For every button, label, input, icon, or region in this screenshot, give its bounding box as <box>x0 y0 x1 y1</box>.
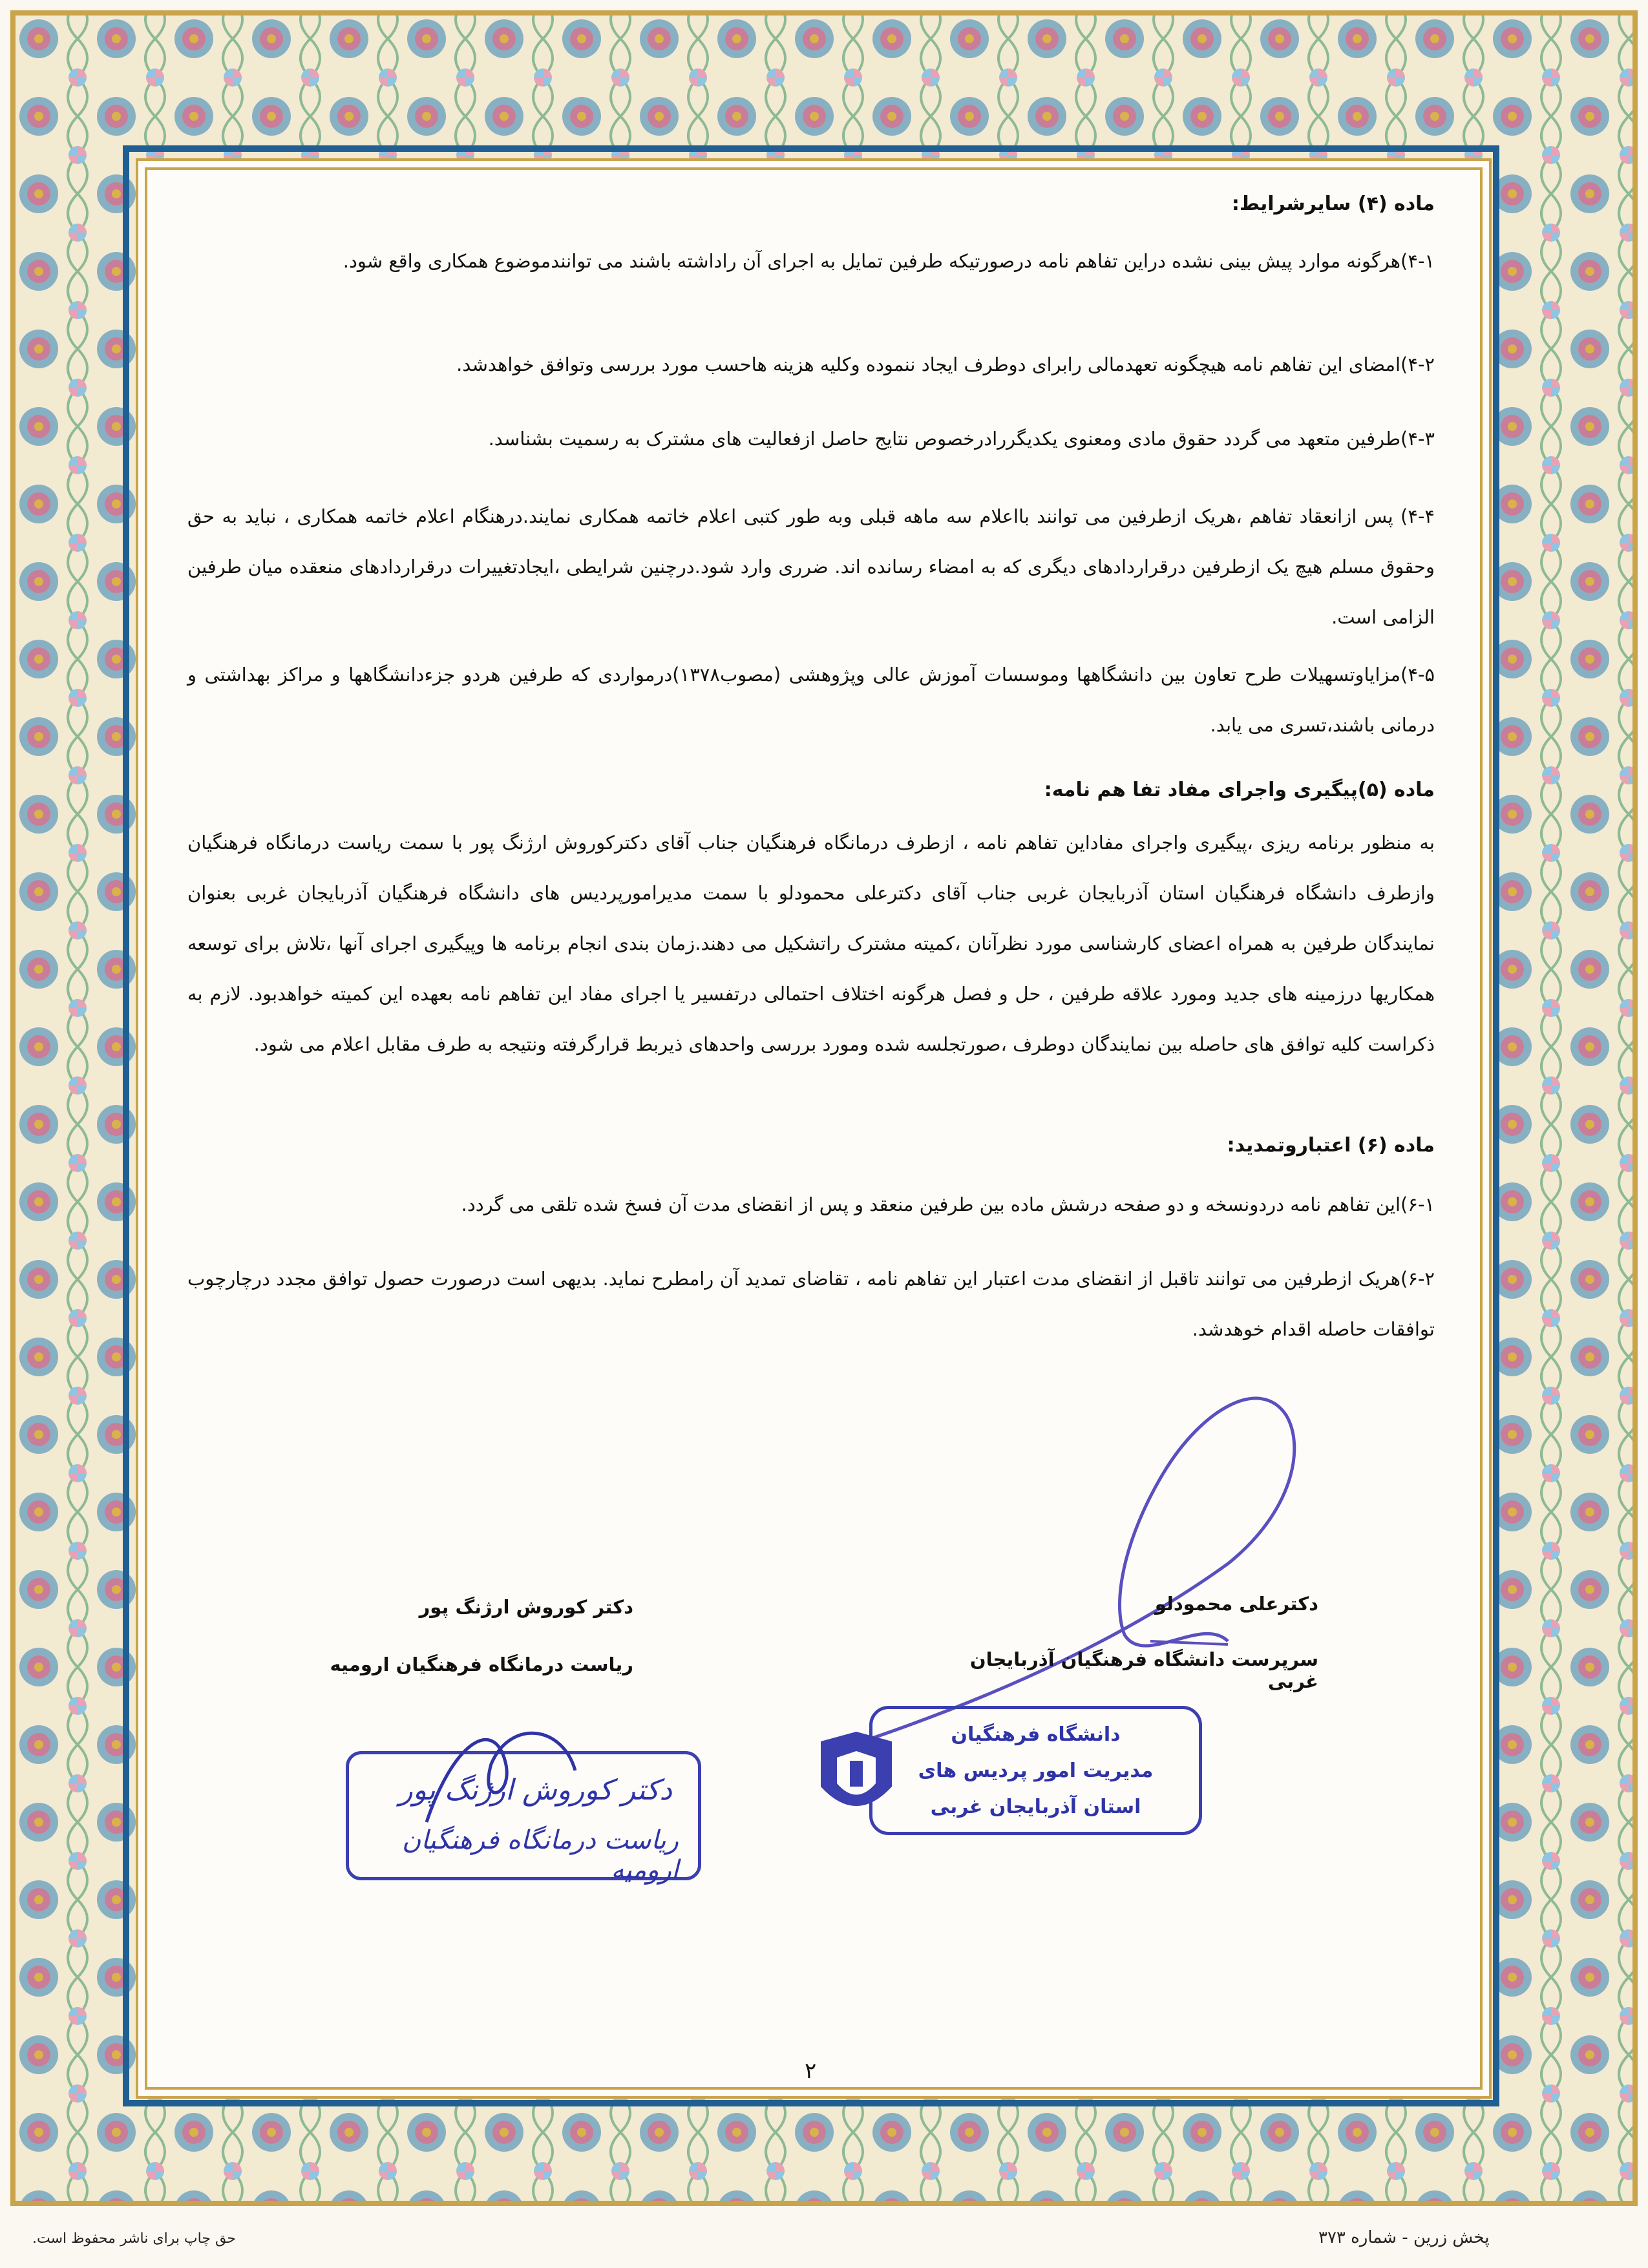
article4-clause4: ۴-۴) پس ازانعقاد تفاهم ،هریک ازطرفین می توانند بااعلام سه ماهه قبلی وبه طور کتبی اعلام خاتمه همکاری نمایند.درهنگام اعلام خاتمه همکاری ، نباید به حق وحقوق مسلم هیچ یک ازطرفین درقراردادهای دیگری که به امضاء رسانده اند. ضرری وارد شود.درچنین شرایطی ،ایجادتغییرات درقراردادهای منعقده میان طرفین الزامی است. <box>187 505 1435 628</box>
stamp-right <box>869 1706 1202 1835</box>
signatory-right-name: دکترعلی محمودلو <box>1154 1593 1318 1615</box>
article4-clause1: ۴-۱)هرگونه موارد پیش بینی نشده دراین تفاهم نامه درصورتیکه طرفین تمایل به اجرای آن راداشته باشند می توانندموضوع همکاری واقع شود. <box>343 250 1435 272</box>
article6-clause2: ۶-۲)هریک ازطرفین می توانند تاقبل از انقضای مدت اعتبار این تفاهم نامه ، تقاضای تمدید آن رامطرح نماید. بدیهی است درصورت حصول توافق مجدد درچارچوب توافقات حاصله اقدام خوهدشد. <box>187 1268 1435 1340</box>
signatory-left <box>271 1596 633 1675</box>
article4-heading: ماده (۴) سایرشرایط: <box>1231 193 1435 215</box>
article6-clause1: ۶-۱)این تفاهم نامه دردونسخه و دو صفحه درشش ماده بین طرفین منعقد و پس از انقضای مدت آن فسخ شده تلقی می گردد. <box>461 1193 1435 1215</box>
article6-heading: ماده (۶) اعتباروتمدید: <box>1227 1134 1435 1157</box>
article4-clause3: ۴-۳)طرفین متعهد می گردد حقوق مادی ومعنوی یکدیگررادرخصوص نتایج حاصل ازفعالیت های مشترک به رسمیت بشناسد. <box>488 428 1435 450</box>
signatory-right <box>918 1593 1318 1692</box>
signatory-left-name: دکتر کوروش ارژنگ پور <box>419 1596 633 1618</box>
signatory-left-title: ریاست درمانگاه فرهنگیان ارومیه <box>330 1654 633 1675</box>
stamp-left-signature <box>414 1706 607 1835</box>
stamp-right-line2: مدیریت امور پردیس های <box>918 1759 1154 1782</box>
signatory-right-title: سرپرست دانشگاه فرهنگیان آذربایجان غربی <box>969 1648 1318 1692</box>
page-number: ۲ <box>805 2058 817 2084</box>
article5-clause1: به منظور برنامه ریزی ،پیگیری واجرای مفاداین تفاهم نامه ، ازطرف درمانگاه فرهنگیان جناب آقای دکترکوروش ارژنگ پور با سمت ریاست درمانگاه فرهنگیان وازطرف دانشگاه فرهنگیان استان آذربایجان غربی جناب آقای دکترعلی محمودلو با سمت مدیرامورپردیس های دانشگاه فرهنگیان آذربایجان غربی بعنوان نمایندگان طرفین به همراه اعضای کارشناسی مورد نظرآنان ،کمیته مشترک راتشکیل می دهند.زمان بندی انجام برنامه ها وپیگیری اجرای آنها ،تلاش برای توسعه همکاریها درزمینه های جدید ومورد علاقه طرفین ، حل و فصل هرگونه اختلاف احتمالی درتفسیر یا اجرای مفاد این تفاهم نامه بعهده این کمیته خواهدبود. لازم به ذکراست کلیه توافق های حاصله بین نمایندگان دوطرف ،صورتجلسه شده ومورد بررسی واحدهای ذیربط قرارگرفته ونتیجه به طرف مقابل اعلام می شود. <box>187 832 1435 1055</box>
article5-heading: ماده (۵)پیگیری واجرای مفاد تفا هم نامه: <box>1044 779 1435 801</box>
article4-clause5: ۴-۵)مزایاوتسهیلات طرح تعاون بین دانشگاهها وموسسات آموزش عالی وپژوهشی (مصوب۱۳۷۸)درمواردی که طرفین هردو جزءدانشگاهها و مراکز بهداشتی و درمانی باشند،تسری می یابد. <box>187 664 1435 736</box>
stamp-right-line1: دانشگاه فرهنگیان <box>951 1723 1121 1746</box>
footer-publisher: پخش زرین - شماره ۳۷۳ <box>1318 2228 1490 2247</box>
article4-clause2: ۴-۲)امضای این تفاهم نامه هیچگونه تعهدمالی رابرای دوطرف ایجاد ننموده وکلیه هزینه هاحسب مورد بررسی وتوافق خواهدشد. <box>456 353 1435 375</box>
stamp-right-line3: استان آذربایجان غربی <box>930 1796 1141 1818</box>
footer-copyright: حق چاپ برای ناشر محفوظ است. <box>32 2231 236 2247</box>
stamp-left-line1: دکتر کوروش ارژنگ پور <box>399 1774 672 1807</box>
stamp-left-line2: ریاست درمانگاه فرهنگیان ارومیه <box>401 1825 679 1885</box>
